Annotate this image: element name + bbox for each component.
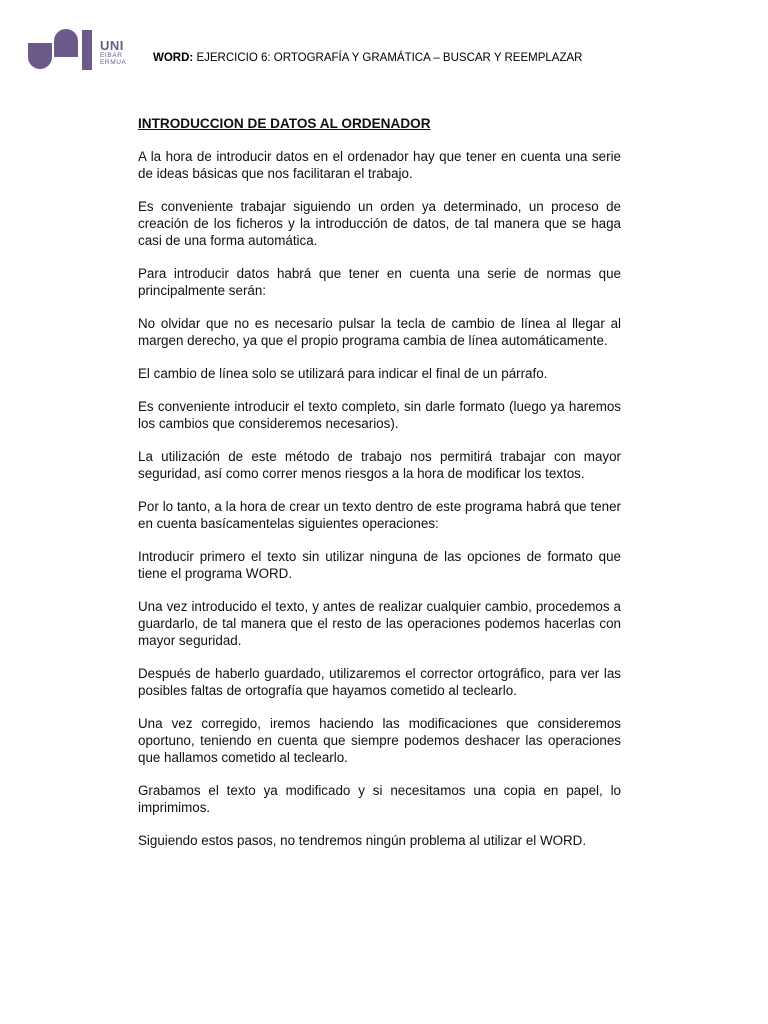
document-body [138,115,621,865]
paragraph-5: El cambio de línea solo se utilizará para indicar el final de un párrafo. [138,366,548,381]
logo-sub-eibar: EIBAR [100,52,123,59]
logo-text [100,39,126,66]
paragraph-14: Siguiendo estos pasos, no tendremos ningún problema al utilizar el WORD. [138,833,587,848]
paragraph-6: Es conveniente introducir el texto completo, sin darle formato (luego ya haremos los cambios que consideremos necesarios). [138,399,621,431]
paragraph-11: Después de haberlo guardado, utilizaremos el corrector ortográfico, para ver las posibles faltas de ortografía que hayamos cometido al teclearlo. [138,666,621,698]
logo-sub-ermua: ERMUA [100,59,127,66]
paragraph-2: Es conveniente trabajar siguiendo un orden ya determinado, un proceso de creación de los ficheros y la introducción de datos, de tal manera que se haga casi de una forma automática. [138,199,621,248]
paragraph-1: A la hora de introducir datos en el ordenador hay que tener en cuenta una serie de ideas básicas que nos facilitaran el trabajo. [138,149,621,181]
paragraph-8: Por lo tanto, a la hora de crear un texto dentro de este programa habrá que tener en cuenta basícamentelas siguientes operaciones: [138,499,621,531]
page-header [153,52,582,64]
uni-eibar-ermua-logo [27,27,147,73]
header-text: EJERCICIO 6: ORTOGRAFÍA Y GRAMÁTICA – BUSCAR Y REEMPLAZAR [196,52,583,64]
paragraph-9: Introducir primero el texto sin utilizar ninguna de las opciones de formato que tiene el programa WORD. [138,549,621,581]
document-title: INTRODUCCION DE DATOS AL ORDENADOR [138,116,431,131]
paragraph-10: Una vez introducido el texto, y antes de realizar cualquier cambio, procedemos a guardarlo, de tal manera que el resto de las operaciones podemos hacerlas con mayor seguridad. [138,599,621,648]
logo-uni: UNI [100,38,124,53]
header-prefix: WORD: [153,52,194,64]
paragraph-3: Para introducir datos habrá que tener en cuenta una serie de normas que principalmente serán: [138,266,621,298]
paragraph-13: Grabamos el texto ya modificado y si necesitamos una copia en papel, lo imprimimos. [138,783,621,815]
paragraph-7: La utilización de este método de trabajo nos permitirá trabajar con mayor seguridad, así como correr menos riesgos a la hora de modificar los textos. [138,449,621,481]
paragraph-4: No olvidar que no es necesario pulsar la tecla de cambio de línea al llegar al margen derecho, ya que el propio programa cambia de línea automáticamente. [138,316,621,348]
paragraph-12: Una vez corregido, iremos haciendo las modificaciones que consideremos oportuno, teniendo en cuenta que siempre podemos deshacer las operaciones que hallamos cometido al teclearlo. [138,716,621,765]
logo-mark-icon [27,27,97,73]
